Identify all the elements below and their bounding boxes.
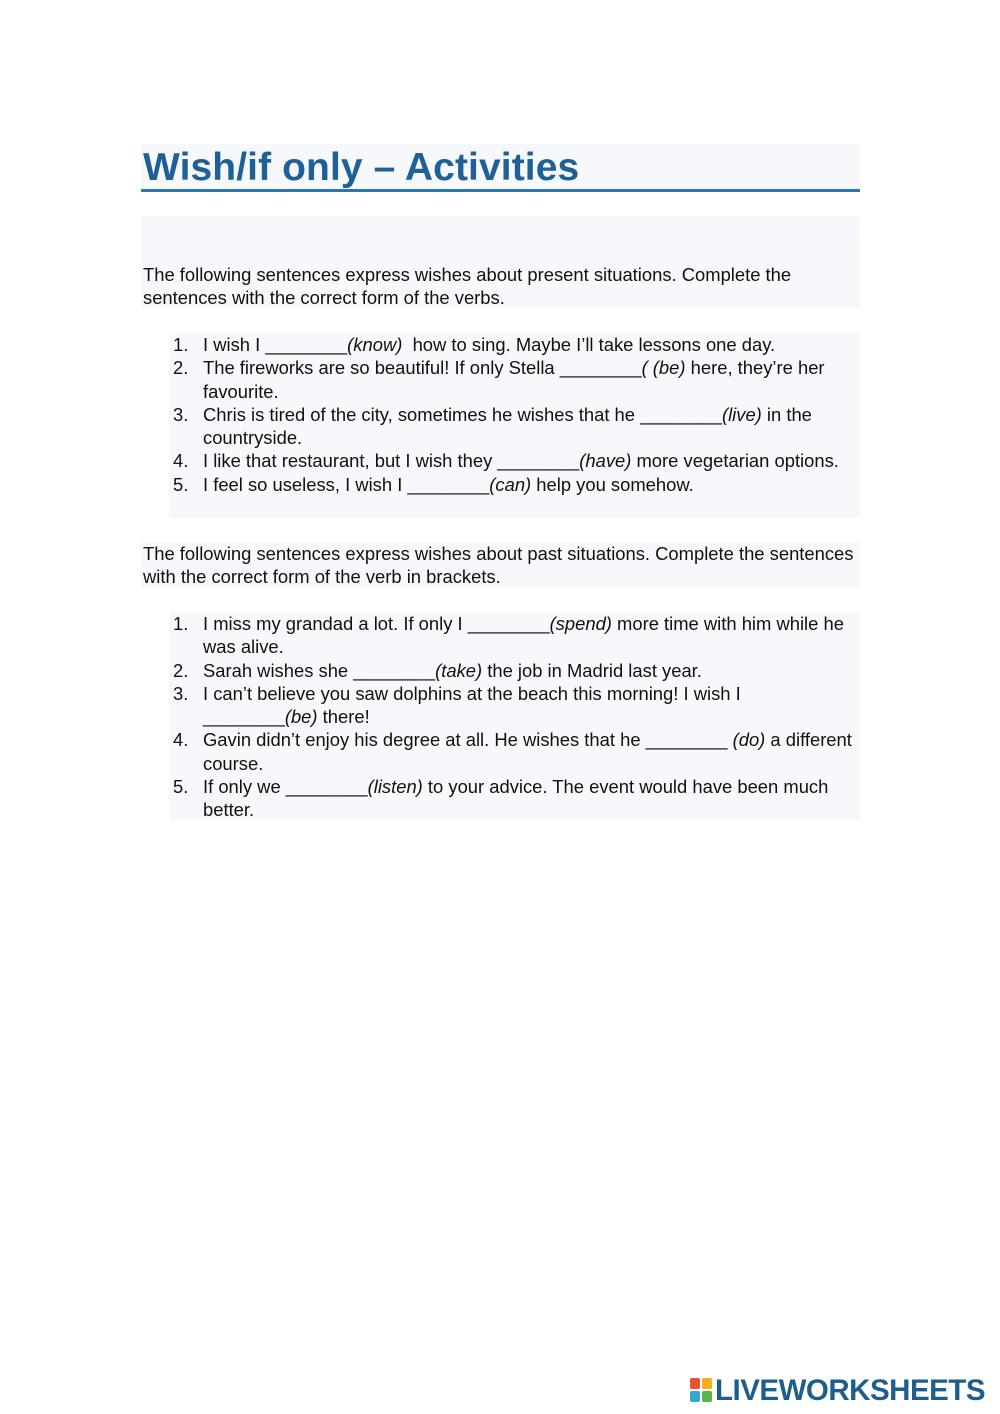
logo-tile-icon — [702, 1391, 712, 1402]
verb-hint: (be) — [284, 706, 318, 728]
item-number: 5. — [173, 473, 189, 495]
list-item — [171, 612, 860, 659]
item-text: I feel so useless, I wish I — [203, 473, 408, 495]
verb-hint: (spend) — [549, 613, 612, 634]
section2-list — [171, 612, 860, 822]
list-item — [171, 682, 860, 729]
brand-name: LIVEWORKSHEETS — [715, 1374, 985, 1407]
answer-blank[interactable]: ________ — [353, 659, 436, 681]
item-number: 1. — [173, 613, 189, 634]
item-text-after: help you somehow. — [531, 473, 694, 495]
item-text: I miss my grandad a lot. If only I — [203, 613, 468, 634]
item-text: Gavin didn’t enjoy his degree at all. He wishes that he — [203, 729, 646, 751]
list-item — [171, 473, 860, 496]
answer-blank[interactable]: ________ — [203, 706, 285, 728]
page-title: Wish/if only – Activities — [143, 146, 580, 189]
verb-hint: (take) — [435, 659, 483, 681]
item-text-after: more time with him while he was alive. — [203, 613, 844, 658]
list-item — [171, 356, 860, 403]
list-item — [171, 775, 860, 822]
item-number: 2. — [173, 357, 189, 379]
item-text: I can’t believe you saw dolphins at the beach this morning! I wish I — [203, 682, 741, 704]
answer-blank[interactable]: ________ — [265, 334, 348, 355]
item-text-after: to your advice. The event would have been much better. — [203, 776, 829, 821]
answer-blank[interactable]: ________ — [285, 776, 368, 798]
liveworksheets-logo-icon — [690, 1378, 712, 1402]
logo-tile-icon — [690, 1391, 700, 1402]
liveworksheets-logo[interactable] — [690, 1375, 990, 1405]
list-item — [171, 333, 860, 356]
item-number: 4. — [173, 729, 189, 751]
item-text: The fireworks are so beautiful! If only Stella — [203, 357, 560, 379]
verb-hint: (live) — [721, 403, 762, 425]
item-number: 2. — [173, 659, 189, 681]
item-number: 1. — [173, 334, 189, 355]
item-text-after: a different course. — [203, 729, 852, 774]
answer-blank[interactable]: ________ — [645, 729, 728, 751]
item-number: 5. — [173, 776, 189, 798]
item-text-after: in the countryside. — [203, 403, 812, 449]
answer-blank[interactable]: ________ — [559, 357, 642, 379]
answer-blank[interactable]: ________ — [640, 403, 722, 425]
verb-hint: (know) — [347, 334, 403, 355]
answer-blank[interactable]: ________ — [497, 450, 580, 472]
item-number: 3. — [173, 682, 189, 704]
item-text: Sarah wishes she — [203, 659, 354, 681]
verb-hint: (do) — [727, 729, 766, 751]
item-number: 4. — [173, 450, 189, 472]
list-item — [171, 449, 860, 472]
verb-hint: (listen) — [367, 776, 423, 798]
item-text: I wish I — [203, 334, 266, 355]
list-item — [171, 659, 860, 682]
list-item — [171, 403, 860, 450]
item-text-after: the job in Madrid last year. — [482, 659, 702, 681]
title-box — [141, 144, 860, 192]
section1-intro: The following sentences express wishes about present situations. Complete the sentences with the correct form of the verbs. — [143, 264, 792, 309]
item-text-after: how to sing. Maybe I’ll take lessons one day. — [402, 334, 776, 355]
answer-blank[interactable]: ________ — [467, 613, 550, 634]
verb-hint: (have) — [579, 450, 632, 472]
item-number: 3. — [173, 403, 189, 425]
item-text-after: more vegetarian options. — [631, 450, 839, 472]
list-item — [171, 728, 860, 775]
section2-intro: The following sentences express wishes about past situations. Complete the sentences with the correct form of the verb in brackets. — [143, 543, 854, 588]
item-text-after: here, they’re her favourite. — [203, 357, 825, 402]
item-text: If only we — [203, 776, 286, 798]
verb-hint: ( (be) — [641, 357, 686, 379]
logo-tile-icon — [702, 1378, 712, 1389]
section1-list — [171, 333, 860, 496]
verb-hint: (can) — [489, 473, 532, 495]
item-text: Chris is tired of the city, sometimes he wishes that he — [203, 403, 641, 425]
logo-tile-icon — [690, 1378, 700, 1389]
answer-blank[interactable]: ________ — [407, 473, 490, 495]
item-text-after: there! — [317, 706, 370, 728]
item-text: I like that restaurant, but I wish they — [203, 450, 498, 472]
